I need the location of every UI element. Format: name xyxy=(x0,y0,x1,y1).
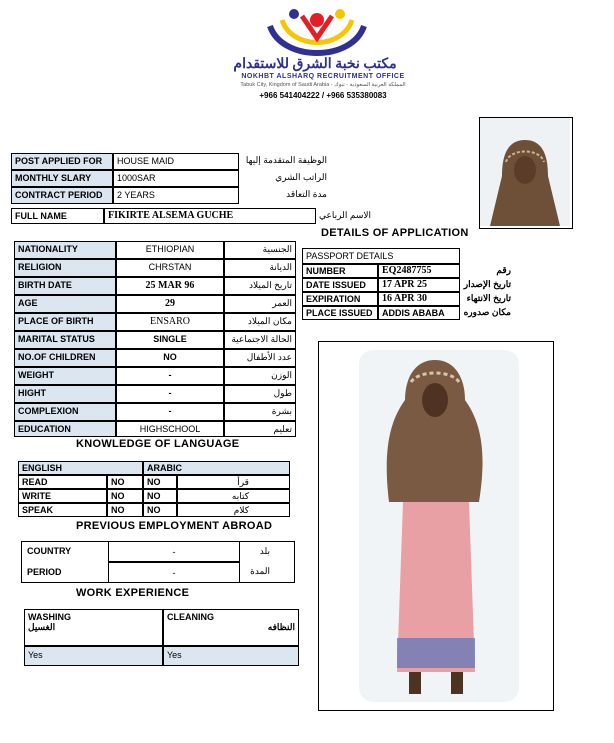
personal-value: ENSARO xyxy=(116,313,224,331)
fullname-label: FULL NAME xyxy=(11,208,104,224)
personal-arabic: تعليم xyxy=(224,421,296,437)
personal-arabic: طول xyxy=(224,385,296,403)
details-heading: DETAILS OF APPLICATION xyxy=(321,227,469,239)
personal-arabic: تاريخ الميلاد xyxy=(224,277,296,295)
personal-label: NO.OF CHILDREN xyxy=(14,349,116,367)
personal-label: MARITAL STATUS xyxy=(14,331,116,349)
personal-label: COMPLEXION xyxy=(14,403,116,421)
washing-arabic: الغسيل xyxy=(28,622,56,632)
company-address: Tabuk City, Kingdom of Saudi Arabia - المملكة العربية السعودية - تبوك xyxy=(240,82,406,88)
employment-value: - xyxy=(108,541,240,562)
english-skill: NO xyxy=(107,475,143,489)
passport-title: PASSPORT DETAILS xyxy=(302,248,460,264)
employment-label: PERIOD xyxy=(27,567,62,577)
personal-value: 29 xyxy=(116,295,224,313)
salary-arabic-label: الراتب الشري xyxy=(239,170,330,187)
work-column xyxy=(163,609,299,646)
personal-arabic: بشرة xyxy=(224,403,296,421)
arabic-skill: NO xyxy=(143,489,177,503)
salary-label: MONTHLY SLARY xyxy=(11,170,113,187)
personal-arabic: الديانة xyxy=(224,259,296,277)
company-phones: +966 541404222 / +966 535380083 xyxy=(259,91,387,100)
job-label: POST APPLIED FOR xyxy=(11,153,113,170)
passport-arabic: تاريخ الإصدار xyxy=(460,278,514,292)
job-value: HOUSE MAID xyxy=(113,153,239,170)
employment-arabic: بلد xyxy=(259,546,270,556)
personal-value: ETHIOPIAN xyxy=(116,241,224,259)
personal-value: 25 MAR 96 xyxy=(116,277,224,295)
personal-label: WEIGHT xyxy=(14,367,116,385)
passport-label: PLACE ISSUED xyxy=(302,306,378,320)
passport-label: EXPIRATION xyxy=(302,292,378,306)
personal-label: RELIGION xyxy=(14,259,116,277)
personal-value: CHRSTAN xyxy=(116,259,224,277)
personal-value: - xyxy=(116,367,224,385)
language-row-label: SPEAK xyxy=(18,503,107,517)
company-english-name: NOKHBT ALSHARQ RECRUITMENT OFFICE xyxy=(241,73,405,80)
work-heading: WORK EXPERIENCE xyxy=(76,587,190,599)
company-logo xyxy=(262,4,372,60)
employment-arabic: المدة xyxy=(250,566,270,576)
washing-value: Yes xyxy=(24,646,163,666)
cleaning-arabic: النظافه xyxy=(267,622,295,632)
passport-arabic: تاريخ الانتهاء xyxy=(460,292,514,306)
applicant-full-body-photo xyxy=(318,341,554,711)
english-skill: NO xyxy=(107,503,143,517)
arabic-skill: NO xyxy=(143,475,177,489)
job-arabic-label: الوظيفة المتقدمة إليها xyxy=(239,153,330,170)
company-arabic-name: مكتب نخبة الشرق للاستقدام xyxy=(233,57,397,72)
personal-label: HIGHT xyxy=(14,385,116,403)
personal-value: NO xyxy=(116,349,224,367)
language-heading: KNOWLEDGE OF LANGUAGE xyxy=(76,438,240,450)
salary-value: 1000SAR xyxy=(113,170,239,187)
language-row-label: READ xyxy=(18,475,107,489)
passport-value: 17 APR 25 xyxy=(378,278,460,292)
language-row-arabic: كلام xyxy=(177,503,290,517)
employment-label: COUNTRY xyxy=(27,546,72,556)
personal-arabic: عدد الأطفال xyxy=(224,349,296,367)
fullname-value: FIKIRTE ALSEMA GUCHE xyxy=(104,208,316,224)
cleaning-value: Yes xyxy=(163,646,299,666)
language-row-arabic: قرأ xyxy=(177,475,290,489)
arabic-column-header: ARABIC xyxy=(143,461,290,475)
personal-value: - xyxy=(116,385,224,403)
language-row-arabic: كتابه xyxy=(177,489,290,503)
passport-value: EQ2487755 xyxy=(378,264,460,278)
personal-arabic: العمر xyxy=(224,295,296,313)
employment-value: - xyxy=(108,562,240,583)
personal-label: NATIONALITY xyxy=(14,241,116,259)
passport-arabic: مكان صدوره xyxy=(460,306,514,320)
personal-arabic: الوزن xyxy=(224,367,296,385)
cleaning-label: CLEANING xyxy=(167,612,214,622)
personal-label: PLACE OF BIRTH xyxy=(14,313,116,331)
contract-label: CONTRACT PERIOD xyxy=(11,187,113,204)
language-corner xyxy=(18,461,143,475)
personal-value: SINGLE xyxy=(116,331,224,349)
personal-label: BIRTH DATE xyxy=(14,277,116,295)
personal-arabic: مكان الميلاد xyxy=(224,313,296,331)
passport-value: 16 APR 30 xyxy=(378,292,460,306)
passport-value: ADDIS ABABA xyxy=(378,306,460,320)
personal-value: - xyxy=(116,403,224,421)
passport-label: NUMBER xyxy=(302,264,378,278)
arabic-skill: NO xyxy=(143,503,177,517)
english-column-header: ENGLISH xyxy=(22,463,63,473)
contract-arabic-label: مدة التعاقد xyxy=(239,187,330,204)
personal-arabic: الحالة الاجتماعية xyxy=(224,331,296,349)
personal-value: HIGHSCHOOL xyxy=(116,421,224,437)
english-skill: NO xyxy=(107,489,143,503)
personal-label: AGE xyxy=(14,295,116,313)
passport-arabic: رقم xyxy=(460,264,514,278)
washing-label: WASHING xyxy=(28,612,72,622)
personal-arabic: الجنسية xyxy=(224,241,296,259)
fullname-arabic-label: الاسم الرباعي xyxy=(316,208,374,224)
passport-label: DATE ISSUED xyxy=(302,278,378,292)
applicant-portrait-photo xyxy=(479,117,573,229)
language-row-label: WRITE xyxy=(18,489,107,503)
employment-heading: PREVIOUS EMPLOYMENT ABROAD xyxy=(76,520,273,532)
personal-label: EDUCATION xyxy=(14,421,116,437)
work-column xyxy=(24,609,163,646)
contract-value: 2 YEARS xyxy=(113,187,239,204)
